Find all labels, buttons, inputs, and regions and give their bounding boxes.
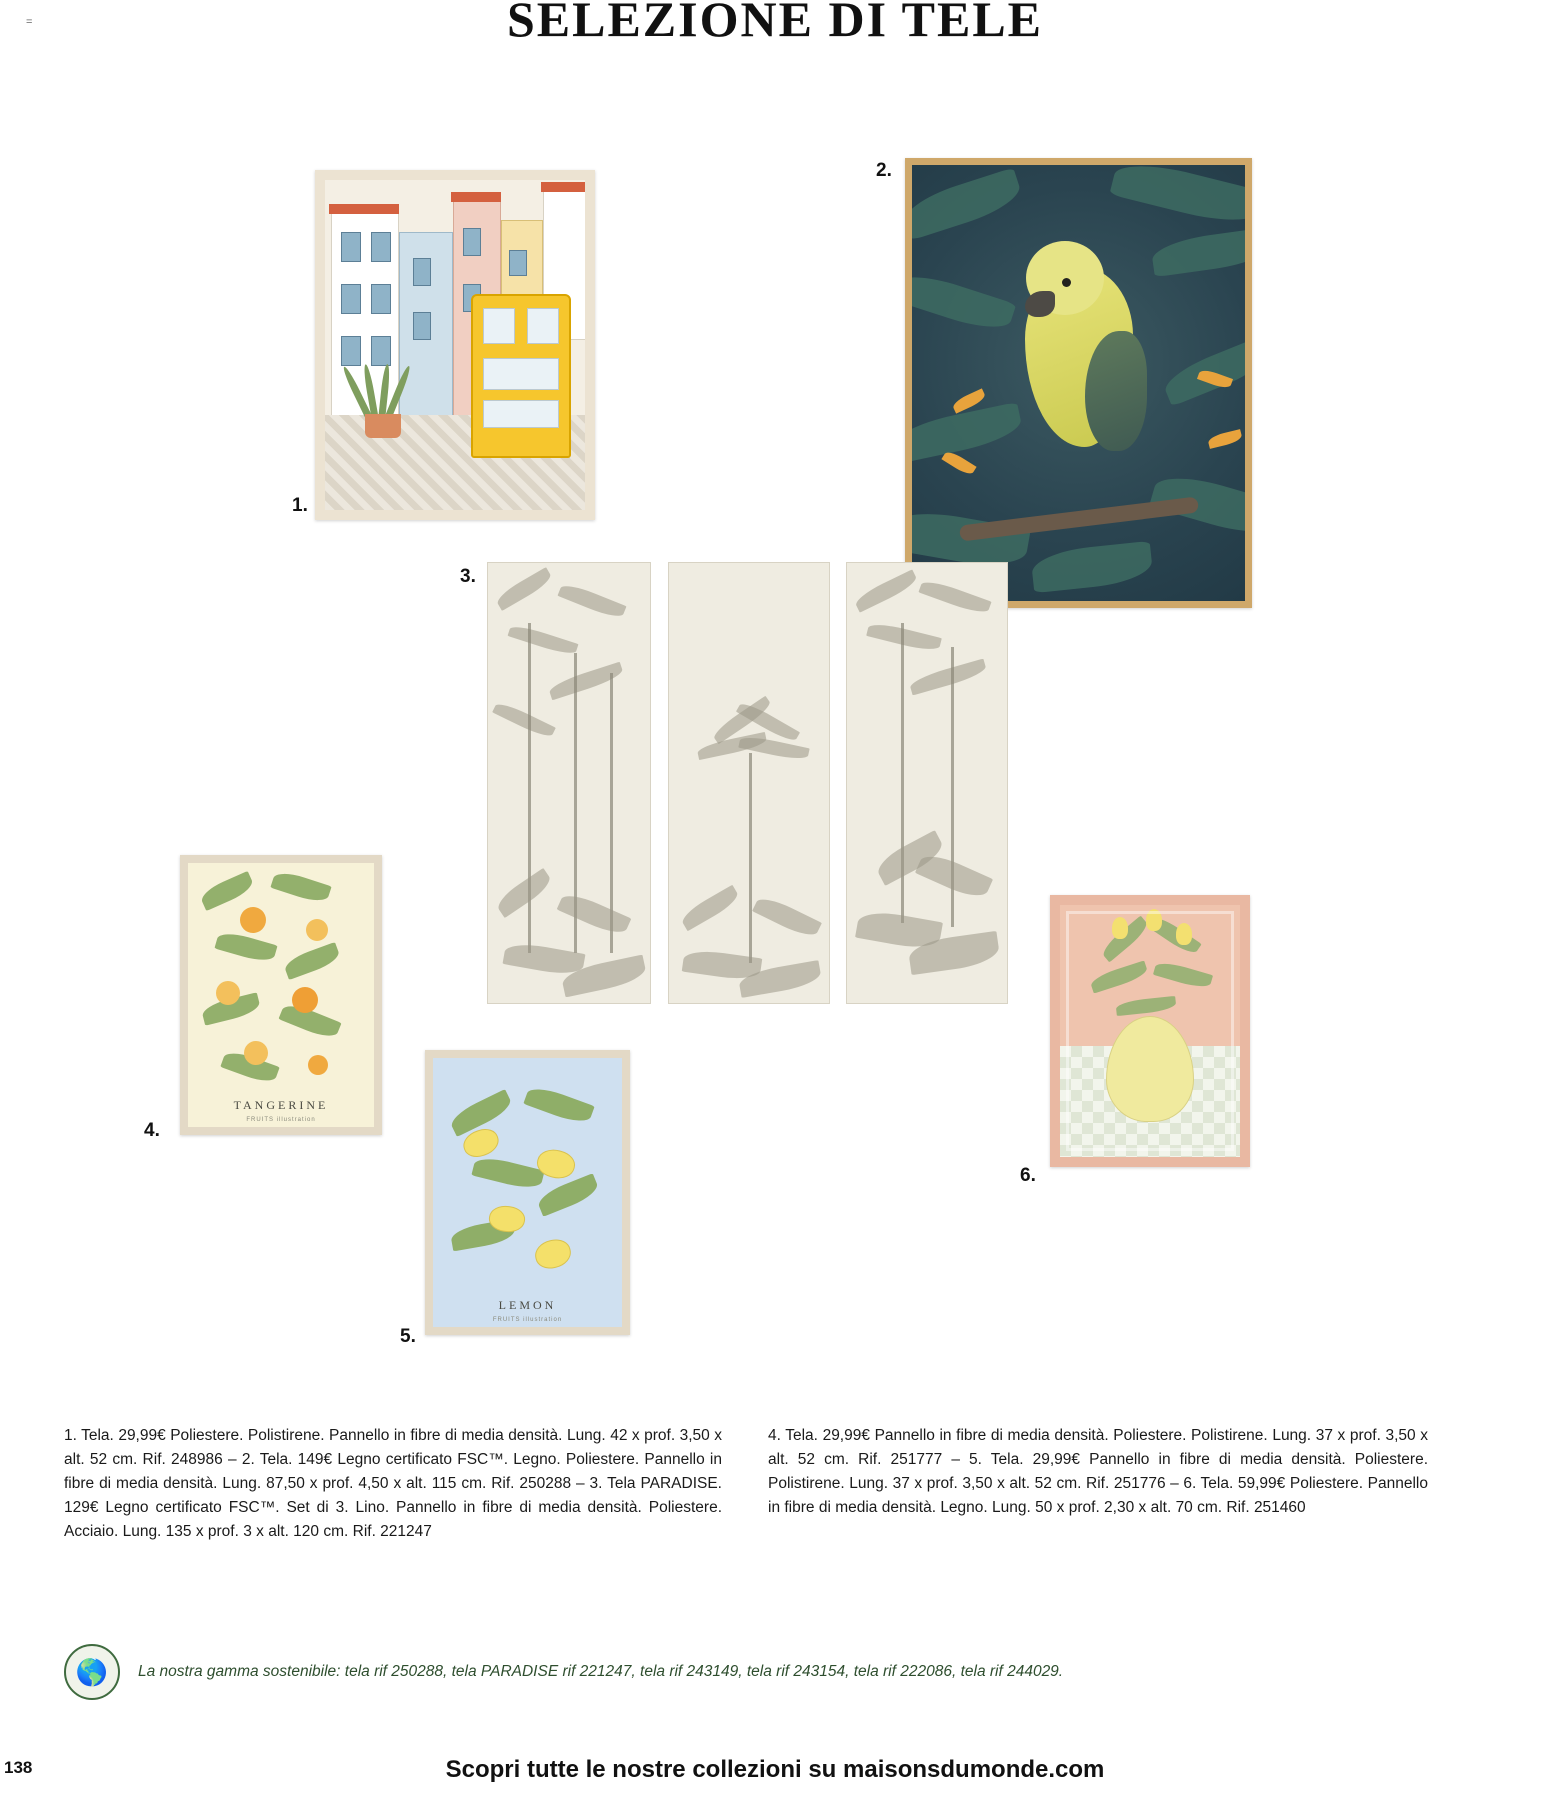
window-k — [509, 250, 527, 276]
tangerine-subtitle: FRUITS illustration — [246, 1117, 316, 1123]
sketch-leaf — [557, 581, 626, 621]
footer-collections-link[interactable]: Scopri tutte le nostre collezioni su maisonsdumonde.com — [445, 1756, 1105, 1783]
tangerine-fruit — [306, 919, 328, 941]
page-number: 138 — [4, 1758, 33, 1777]
sketch-leaf — [494, 567, 554, 611]
roof-2 — [451, 192, 501, 202]
roof-1 — [329, 204, 399, 214]
corner-mark: = — [26, 16, 34, 28]
sketch-trunk — [528, 623, 531, 953]
artwork-4-canvas — [188, 863, 374, 1127]
marker-6: 6. — [1020, 1165, 1036, 1186]
window-b — [371, 232, 391, 262]
artwork-3-panel-center[interactable] — [668, 562, 830, 1004]
page-title: SELEZIONE DI TELE — [506, 0, 1044, 47]
lemon-subtitle: FRUITS illustration — [492, 1317, 563, 1323]
sketch-leaf — [908, 659, 987, 696]
tangerine-title: TANGERINE — [233, 1098, 329, 1112]
artwork-6-vase[interactable] — [1050, 895, 1250, 1167]
tangerine-fruit — [292, 987, 318, 1013]
sustainability-banner — [64, 1645, 1464, 1699]
tram-window-1 — [483, 308, 515, 344]
lemon-title: LEMON — [498, 1298, 557, 1312]
marker-1: 1. — [292, 495, 308, 516]
sketch-leaf — [679, 885, 742, 932]
tangerine-fruit — [240, 907, 266, 933]
sketch-trunk — [901, 623, 904, 923]
marker-4: 4. — [144, 1120, 160, 1141]
marker-5: 5. — [400, 1326, 416, 1347]
roof-3 — [541, 182, 585, 192]
potted-plant — [343, 360, 421, 438]
window-g — [413, 258, 431, 286]
yellow-tram — [471, 294, 571, 458]
artwork-1-canvas — [325, 180, 585, 510]
window-a — [341, 232, 361, 262]
tram-window-2 — [527, 308, 559, 344]
artwork-3-panel-right[interactable] — [846, 562, 1008, 1004]
sketch-leaf — [557, 889, 632, 938]
window-h — [413, 312, 431, 340]
sketch-leaf — [508, 623, 579, 658]
sketch-leaf — [547, 662, 624, 701]
artwork-3-panel-left[interactable] — [487, 562, 651, 1004]
tangerine-fruit — [244, 1041, 268, 1065]
product-caption-right: 4. Tela. 29,99€ Pannello in fibre di media densità. Poliestere. Polistirene. Lung. 37 x prof. 3,50 x alt. 52 cm. Rif. 251777 – 5. Tela. 29,99€ Pannello in fibre di media densità. Poliestere. Polistirene. Lung. 37 x prof. 3,50 x alt. 52 cm. Rif. 251776 – 6. Tela. 59,99€ Poliestere. Pannello in fibre di media densità. Legno. Lung. 50 x prof. 2,30 x alt. 70 cm. Rif. 251460 — [768, 1427, 1428, 1517]
tram-window-4 — [483, 400, 559, 428]
tram-window-3 — [483, 358, 559, 390]
globe-icon: 🌎 — [64, 1644, 120, 1700]
sketch-leaf — [915, 849, 993, 903]
parrot-wing — [1085, 331, 1147, 451]
sketch-leaf — [853, 569, 919, 612]
sketch-leaf — [866, 620, 942, 653]
marker-2: 2. — [876, 160, 892, 181]
window-d — [371, 284, 391, 314]
painted-inner-border — [1066, 911, 1234, 1151]
sketch-leaf — [918, 577, 991, 617]
window-c — [341, 284, 361, 314]
sketch-trunk — [749, 753, 752, 963]
marker-3: 3. — [460, 566, 476, 587]
product-caption-left: 1. Tela. 29,99€ Poliestere. Polistirene. Pannello in fibre di media densità. Lung. 42 x prof. 3,50 x alt. 52 cm. Rif. 248986 – 2. Tela. 149€ Legno certificato FSC™. Legno. Poliestere. Pannello in fibre di media densità. Lung. 87,50 x prof. 4,50 x alt. 115 cm. Rif. 250288 – 3. Tela PARADISE. 129€ Legno certificato FSC™. Set di 3. Lino. Pannello in fibre di media densità. Poliestere. Acciaio. Lung. 135 x prof. 3 x alt. 120 cm. Rif. 221247 — [64, 1427, 722, 1541]
artwork-2-canvas — [912, 165, 1245, 601]
tangerine-fruit — [216, 981, 240, 1005]
sketch-leaf — [494, 868, 555, 918]
artwork-5-lemon[interactable] — [425, 1050, 630, 1335]
artwork-5-canvas — [433, 1058, 622, 1327]
sketch-leaf — [752, 893, 822, 941]
artwork-2-parrot[interactable] — [905, 158, 1252, 608]
sustainability-text: La nostra gamma sostenibile: tela rif 250288, tela PARADISE rif 221247, tela rif 243149, tela rif 243154, tela rif 222086, tela rif 244029. — [138, 1663, 1064, 1680]
window-i — [463, 228, 481, 256]
artwork-1-tram[interactable] — [315, 170, 595, 520]
artwork-4-tangerine[interactable] — [180, 855, 382, 1135]
tangerine-fruit — [308, 1055, 328, 1075]
terracotta-pot — [365, 414, 401, 438]
artwork-6-canvas — [1060, 905, 1240, 1157]
sketch-leaf — [492, 700, 556, 741]
